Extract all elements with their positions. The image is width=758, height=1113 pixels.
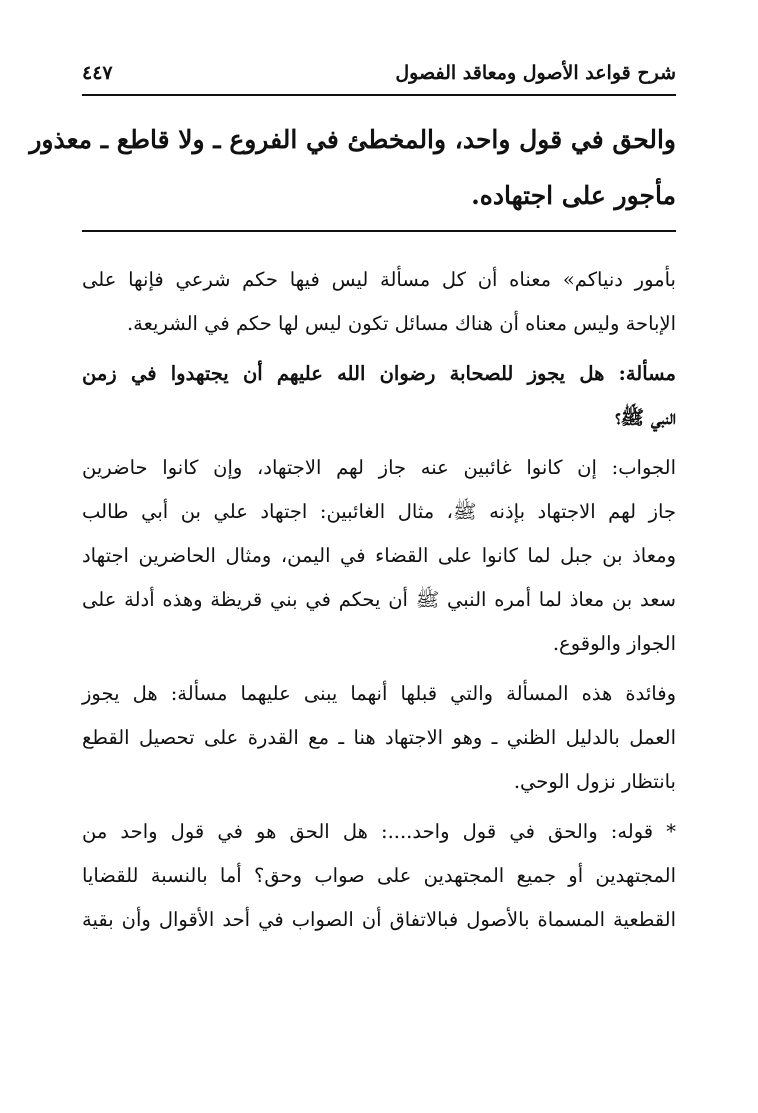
paragraph — [82, 810, 676, 942]
text-line: الإباحة وليس معناه أن هناك مسائل تكون ليس لها حكم في الشريعة. — [126, 312, 676, 335]
text-line: العمل بالدليل الظني ـ وهو الاجتهاد هنا ـ مع القدرة على تحصيل القطع — [82, 726, 676, 749]
text-line: جاز لهم الاجتهاد بإذنه ﷺ، مثال الغائبين: اجتهاد علي بن أبي طالب — [82, 500, 676, 523]
text-line: * قوله: والحق في قول واحد....: هل الحق هو في قول واحد من — [82, 820, 676, 843]
paragraph — [82, 258, 676, 346]
text-line: بانتظار نزول الوحي. — [513, 770, 676, 793]
paragraph-question — [82, 352, 676, 440]
commentary — [82, 258, 676, 948]
text-line: الجواب: إن كانوا غائبين عنه جاز لهم الاجتهاد، وإن كانوا حاضرين — [82, 456, 676, 479]
text-line: سعد بن معاذ لما أمره النبي ﷺ أن يحكم في بني قريظة وهذه أدلة على — [82, 588, 676, 611]
text-line: مسألة: هل يجوز للصحابة رضوان الله عليهم أن يجتهدوا في زمن — [82, 362, 676, 385]
running-title: شرح قواعد الأصول ومعاقد الفصول — [395, 62, 676, 84]
text-line: الجواز والوقوع. — [552, 632, 676, 655]
matn-line: والحق في قول واحد، والمخطئ في الفروع ـ ولا قاطع ـ معذور — [29, 125, 676, 154]
text-line: المجتهدين أو جميع المجتهدين على صواب وحق؟ أما بالنسبة للقضايا — [82, 864, 676, 887]
matn-line: مأجور على اجتهاده. — [471, 181, 676, 210]
matn-text — [29, 112, 676, 224]
page-header — [82, 58, 676, 96]
text-line: وفائدة هذه المسألة والتي قبلها أنهما يبنى عليهما مسألة: هل يجوز — [82, 682, 676, 705]
text-line: القطعية المسماة بالأصول فبالاتفاق أن الصواب في أحد الأقوال وأن بقية — [82, 908, 676, 931]
text-line: بأمور دنياكم» معناه أن كل مسألة ليس فيها حكم شرعي فإنها على — [82, 268, 676, 291]
section-divider — [82, 230, 676, 232]
text-line: ومعاذ بن جبل لما كانوا على القضاء في اليمن، ومثال الحاضرين اجتهاد — [82, 544, 676, 567]
text-line: النبي ﷺ؟ — [615, 406, 676, 429]
paragraph-answer — [82, 446, 676, 666]
page-number: ٤٤٧ — [82, 62, 113, 84]
paragraph — [82, 672, 676, 804]
